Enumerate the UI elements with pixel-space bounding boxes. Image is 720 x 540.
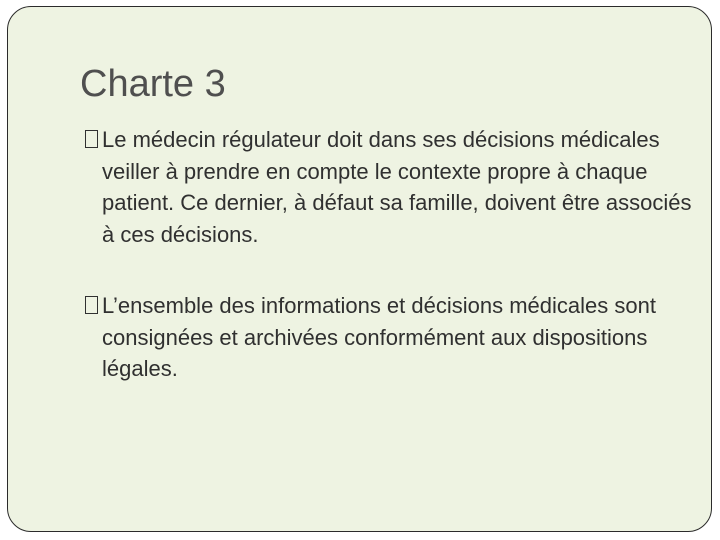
box-bullet-icon: [85, 296, 98, 314]
bullet-text-2: L’ensemble des informations et décisions médicales sont consignées et archivées conformément aux dispositions légales.: [102, 293, 656, 381]
box-bullet-icon: [85, 130, 98, 148]
bullet-text-1: Le médecin régulateur doit dans ses décisions médicales veiller à prendre en compte le contexte propre à chaque patient. Ce dernier, à défaut sa famille, doivent être associés à ces décisions.: [102, 127, 692, 247]
slide-title: Charte 3: [80, 63, 226, 105]
bullet-item-1: [84, 124, 694, 250]
slide-panel: [7, 6, 712, 532]
bullet-item-2: [84, 290, 694, 385]
bullet-list: [84, 124, 694, 385]
